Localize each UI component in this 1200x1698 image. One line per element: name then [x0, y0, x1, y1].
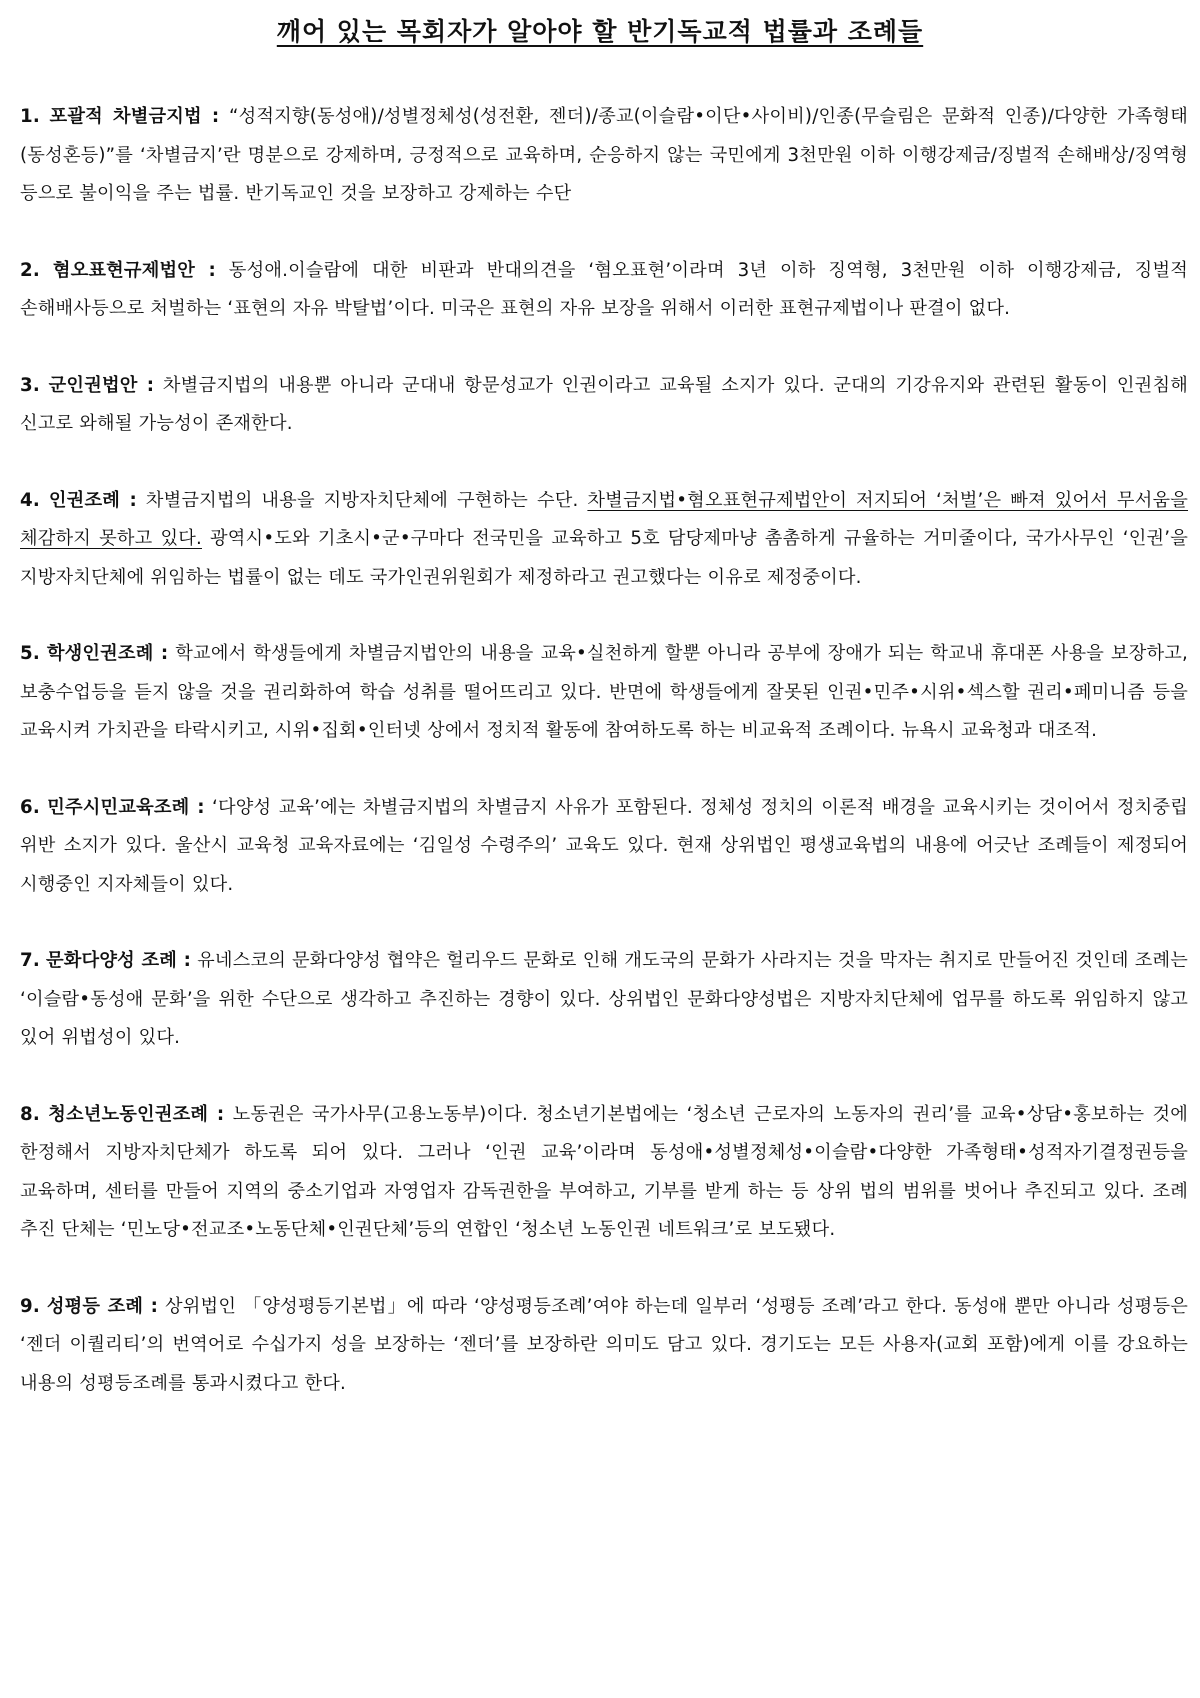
item-body: 학교에서 학생들에게 차별금지법안의 내용을 교육•실천하게 할뿐 아니라 공부에 장애가 되는 학교내 휴대폰 사용을 보장하고, 보충수업등을 듣지 않을 것을 권리화하여 학습 성취를 떨어뜨리고 있다. 반면에 학생들에게 잘못된 인권•민주•시위•섹스할 권리•페미니즘 등을 교육시켜 가치관을 타락시키고, 시위•집회•인터넷 상에서 정치적 활동에 참여하도록 하는 비교육적 조례이다. 뉴욕시 교육청과 대조적. — [20, 643, 1188, 741]
item-heading: 혐오표현규제법안 : — [52, 259, 216, 281]
list-item — [20, 1288, 1188, 1404]
list-item — [20, 789, 1188, 905]
item-number: 8. — [20, 1103, 40, 1125]
item-body: ‘다양성 교육’에는 차별금지법의 차별금지 사유가 포함된다. 정체성 정치의 이론적 배경을 교육시키는 것이어서 정치중립 위반 소지가 있다. 울산시 교육청 교육자료에는 ‘김일성 수령주의’ 교육도 있다. 현재 상위법인 평생교육법의 내용에 어긋난 조례들이 제정되어 시행중인 지자체들이 있다. — [20, 796, 1188, 895]
item-number: 2. — [20, 259, 40, 281]
item-underlined-text: 차별금지법•혐오표현규제법안이 저지되어 ‘처벌’은 빠져 있어서 무서움을 체감하지 못하고 있다. — [20, 489, 1189, 549]
item-number: 6. — [20, 796, 40, 818]
item-number: 1. — [20, 106, 40, 127]
item-list — [20, 98, 1188, 1441]
item-heading: 인권조례 : — [48, 489, 137, 511]
document-title: 깨어 있는 목회자가 알아야 할 반기독교적 법률과 조례들 — [276, 17, 924, 46]
item-body: 차별금지법의 내용뿐 아니라 군대내 항문성교가 인권이라고 교육될 소지가 있다. 군대의 기강유지와 관련된 활동이 인권침해 신고로 와해될 가능성이 존재한다. — [20, 374, 1188, 434]
list-item — [20, 98, 1188, 214]
item-body: “성적지향(동성애)/성별정체성(성전환, 젠더)/종교(이슬람•이단•사이비)/인종(무슬림은 문화적 인종)/다양한 가족형태(동성혼등)”를 ‘차별금지’란 명분으로 강제하며, 긍정적으로 교육하며, 순응하지 않는 국민에게 3천만원 이하 이행강제금/징벌적 손해배상/징역형 등으로 불이익을 주는 법률. 반기독교인 것을 보장하고 강제하는 수단 — [20, 106, 1189, 204]
list-item — [20, 1096, 1188, 1250]
item-number: 3. — [20, 374, 40, 396]
item-heading: 포괄적 차별금지법 : — [49, 106, 220, 127]
item-heading: 군인권법안 : — [48, 374, 155, 396]
item-body: 노동권은 국가사무(고용노동부)이다. 청소년기본법에는 ‘청소년 근로자의 노동자의 권리’를 교육•상담•홍보하는 것에 한정해서 지방자치단체가 하도록 되어 있다. 그러나 ‘인권 교육’이라며 동성애•성별정체성•이슬람•다양한 가족형태•성적자기결정권등을 교육하며, 센터를 만들어 지역의 중소기업과 자영업자 감독권한을 부여하고, 기부를 받게 하는 등 상위 법의 범위를 벗어나 추진되고 있다. 조례 추진 단체는 ‘민노당•전교조•노동단체•인권단체’등의 연합인 ‘청소년 노동인권 네트워크’로 보도됐다. — [20, 1103, 1189, 1240]
list-item — [20, 367, 1188, 444]
item-number: 9. — [20, 1295, 40, 1317]
item-heading: 학생인권조례 : — [46, 643, 169, 664]
list-item — [20, 942, 1188, 1058]
item-body: 상위법인 「양성평등기본법」에 따라 ‘양성평등조례’여야 하는데 일부러 ‘성평등 조례’라고 한다. 동성애 뿐만 아니라 성평등은 ‘젠더 이퀄리티’의 번역어로 수십가지 성을 보장하는 ‘젠더’를 보장하란 의미도 담고 있다. 경기도는 모든 사용자(교회 포함)에게 이를 강요하는 내용의 성평등조례를 통과시켰다고 한다. — [20, 1295, 1188, 1394]
item-heading: 문화다양성 조례 : — [46, 950, 192, 971]
item-heading: 민주시민교육조례 : — [47, 796, 205, 818]
list-item — [20, 252, 1188, 329]
item-number: 7. — [20, 950, 40, 971]
list-item — [20, 482, 1188, 598]
item-body-tail: 광역시•도와 기초시•군•구마다 전국민을 교육하고 5호 담당제마냥 촘촘하게 규율하는 거미줄이다, 국가사무인 ‘인권’을 지방자치단체에 위임하는 법률이 없는 데도 국가인권위원회가 제정하라고 권고했다는 이유로 제정중이다. — [20, 528, 1188, 588]
item-body: 유네스코의 문화다양성 협약은 헐리우드 문화로 인해 개도국의 문화가 사라지는 것을 막자는 취지로 만들어진 것인데 조례는 ‘이슬람•동성애 문화’을 위한 수단으로 생각하고 추진하는 경향이 있다. 상위법인 문화다양성법은 지방자치단체에 업무를 하도록 위임하지 않고 있어 위법성이 있다. — [20, 950, 1189, 1048]
item-heading: 성평등 조례 : — [46, 1295, 159, 1317]
item-body: 동성애.이슬람에 대한 비판과 반대의견을 ‘혐오표현’이라며 3년 이하 징역형, 3천만원 이하 이행강제금, 징벌적 손해배사등으로 처벌하는 ‘표현의 자유 박탈법’이다. 미국은 표현의 자유 보장을 위해서 이러한 표현규제법이나 판결이 없다. — [20, 259, 1188, 319]
list-item — [20, 635, 1188, 751]
item-number: 5. — [20, 643, 40, 664]
item-body: 차별금지법의 내용을 지방자치단체에 구현하는 수단. — [136, 489, 588, 511]
item-number: 4. — [20, 489, 40, 511]
item-heading: 청소년노동인권조례 : — [48, 1103, 225, 1125]
